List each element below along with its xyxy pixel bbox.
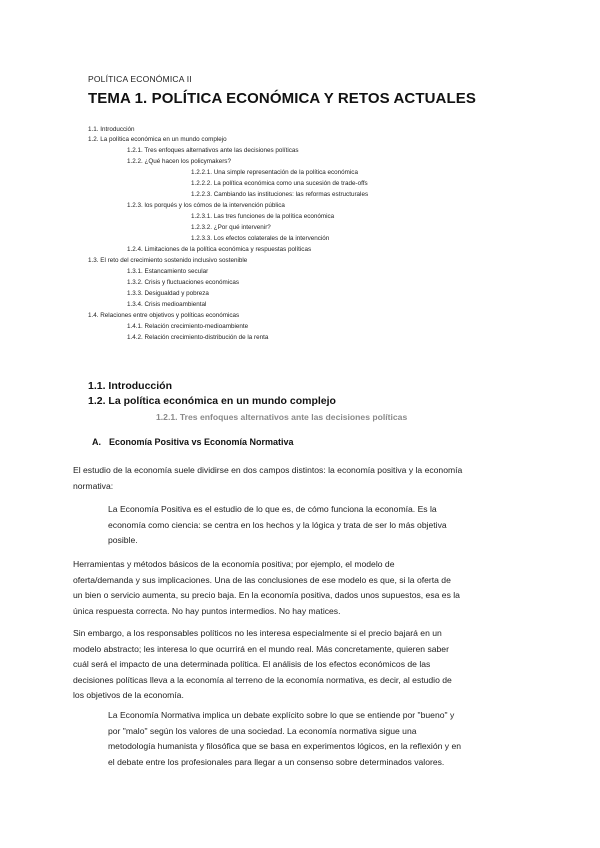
paragraph-line: cuál será el impacto de una determinada política. El análisis de los efectos económicos de las <box>73 659 431 670</box>
toc-item: 1.2.2. ¿Qué hacen los policymakers? <box>127 158 231 165</box>
course-name: POLÍTICA ECONÓMICA II <box>88 74 192 84</box>
toc-item: 1.2.3. los porqués y los cómos de la intervención pública <box>127 202 285 209</box>
quote-positive-economics <box>108 502 447 549</box>
paragraph-line: por "malo" según los valores de una sociedad. La economía normativa sigue una <box>108 725 417 736</box>
paragraph-line: Sin embargo, a los responsables políticos no les interesa especialmente si el precio bajará en un <box>73 628 442 638</box>
toc-item: 1.1. Introducción <box>88 126 135 133</box>
paragraph-line: La Economía Normativa implica un debate explícito sobre lo que se entiende por "bueno" y <box>108 710 455 720</box>
toc-item: 1.3.2. Crisis y fluctuaciones económicas <box>127 279 239 286</box>
toc-item: 1.3.1. Estancamiento secular <box>127 268 209 275</box>
heading-complex-world: 1.2. La política económica en un mundo complejo <box>88 395 336 407</box>
paragraph-line: posible. <box>108 535 138 546</box>
toc-item: 1.2. La política económica en un mundo complejo <box>88 136 227 143</box>
paragraph-line: normativa: <box>73 480 114 491</box>
quote-normative-economics <box>108 708 461 770</box>
paragraph-line: economía como ciencia: se centra en los hechos y la lógica y trata de ser lo más objetiva <box>108 519 447 530</box>
toc-item: 1.2.1. Tres enfoques alternativos ante las decisiones políticas <box>127 147 299 154</box>
toc-item: 1.4. Relaciones entre objetivos y políticas económicas <box>88 312 240 319</box>
toc-item: 1.4.1. Relación crecimiento-medioambiente <box>127 323 249 330</box>
paragraph-line: decisiones políticas lleva a la economía al terreno de la economía normativa, es decir, al estudio de <box>73 674 452 685</box>
toc-item: 1.3.3. Desigualdad y pobreza <box>127 290 209 297</box>
toc-item: 1.3. El reto del crecimiento sostenido inclusivo sostenible <box>88 257 248 264</box>
paragraph-line: Herramientas y métodos básicos de la economía positiva; por ejemplo, el modelo de <box>73 559 395 569</box>
paragraph-line: oferta/demanda y sus implicaciones. Una de las conclusiones de ese modelo es que, si la oferta de <box>73 574 451 585</box>
paragraph-line: el debate entre los profesionales para llegar a un consenso sobre determinados valores. <box>108 756 445 767</box>
toc-item: 1.2.3.2. ¿Por qué intervenir? <box>191 224 271 231</box>
toc-item: 1.3.4. Crisis medioambiental <box>127 301 207 308</box>
paragraph-line: modelo abstracto; les interesa lo que ocurrirá en el mundo real. Más concretamente, quieren saber <box>73 643 449 654</box>
paragraph-line: El estudio de la economía suele dividirse en dos campos distintos: la economía positiva y la economía <box>73 465 463 475</box>
paragraph <box>73 463 462 494</box>
toc-item: 1.2.4. Limitaciones de la política económica y respuestas políticas <box>127 246 312 253</box>
toc-item: 1.2.2.3. Cambiando las instituciones: las reformas estructurales <box>191 191 369 198</box>
section-a-title: Economía Positiva vs Economía Normativa <box>109 437 294 447</box>
toc-item: 1.2.3.1. Las tres funciones de la política económica <box>191 213 335 220</box>
toc-item: 1.2.3.3. Los efectos colaterales de la intervención <box>191 235 330 242</box>
paragraph-line: un bien o servicio aumenta, su precio baja. En la economía positiva, dados unos supuestos, esa es la <box>73 590 460 601</box>
paragraph <box>73 557 460 619</box>
paragraph-line: metodología humanista y filosófica que se basa en experimentos lógicos, en la reflexión y en <box>108 741 462 752</box>
toc-item: 1.2.2.2. La política económica como una sucesión de trade-offs <box>191 180 368 187</box>
paragraph-line: los objetivos de la economía. <box>73 690 184 701</box>
toc-item: 1.4.2. Relación crecimiento-distribución de la renta <box>127 334 269 341</box>
section-a-heading <box>92 437 294 447</box>
heading-intro: 1.1. Introducción <box>88 380 173 392</box>
section-a-label: A. <box>92 437 101 447</box>
paragraph-line: La Economía Positiva es el estudio de lo que es, de cómo funciona la economía. Es la <box>108 504 437 514</box>
paragraph <box>73 626 452 704</box>
paragraph-line: única respuesta correcta. No hay puntos intermedios. No hay matices. <box>73 605 341 616</box>
page-title: TEMA 1. POLÍTICA ECONÓMICA Y RETOS ACTUALES <box>88 90 476 107</box>
heading-approaches: 1.2.1. Tres enfoques alternativos ante las decisiones políticas <box>156 412 408 422</box>
toc-item: 1.2.2.1. Una simple representación de la política económica <box>191 169 358 176</box>
